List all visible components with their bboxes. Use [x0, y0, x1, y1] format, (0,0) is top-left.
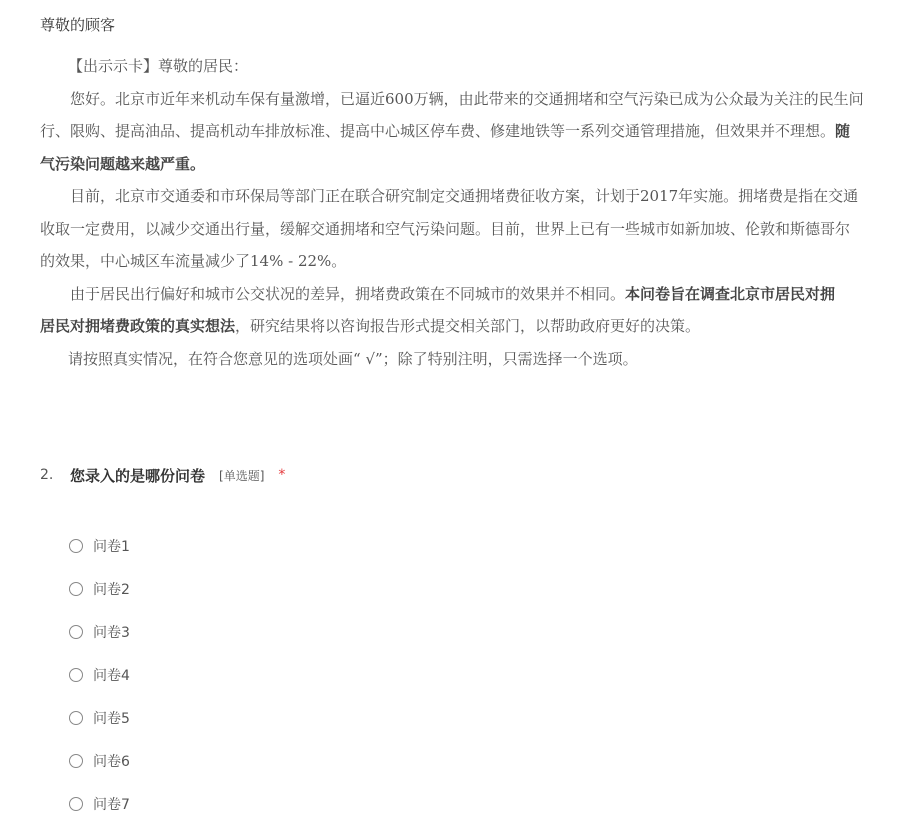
intro-paragraph-2-line-1: 目前，北京市交通委和市环保局等部门正在联合研究制定交通拥堵费征收方案，计划于2017年实施。拥堵费是指在交通 [70, 187, 859, 205]
radio-button[interactable] [69, 625, 83, 639]
intro-salutation: 【出示示卡】尊敬的居民： [68, 57, 249, 75]
intro-bold-text: 居民对拥堵费政策的真实想法 [40, 317, 236, 335]
question-number: 2. [40, 467, 54, 483]
option-questionnaire-3[interactable] [69, 610, 130, 653]
radio-button[interactable] [69, 539, 83, 553]
option-questionnaire-2[interactable] [69, 567, 130, 610]
intro-bold-text: 随 [835, 122, 851, 140]
intro-paragraph-3-line-1 [40, 278, 900, 311]
intro-instruction: 请按照真实情况，在符合您意见的选项处画“ √”；除了特别注明，只需选择一个选项。 [68, 349, 638, 368]
option-label[interactable]: 问卷1 [93, 538, 130, 555]
intro-paragraph-1-line-2 [40, 115, 900, 148]
page-greeting: 尊敬的顾客 [40, 16, 116, 34]
radio-button[interactable] [69, 754, 83, 768]
question-type-label: [单选题] [219, 468, 265, 483]
radio-button[interactable] [69, 797, 83, 811]
required-mark: * [278, 467, 286, 483]
survey-intro [40, 50, 900, 375]
intro-bold-text: 本问卷旨在调查北京市居民对拥 [625, 284, 836, 303]
intro-paragraph-1-line-3 [40, 148, 900, 181]
option-label[interactable]: 问卷5 [93, 710, 130, 727]
question-header [40, 462, 285, 488]
intro-paragraph-1-line-1: 您好。北京市近年来机动车保有量激增，已逼近600万辆，由此带来的交通拥堵和空气污染已成为公众最为关注的民生问 [70, 89, 864, 108]
option-questionnaire-4[interactable] [69, 653, 130, 696]
option-questionnaire-5[interactable] [69, 696, 130, 739]
intro-text: 行、限购、提高油品、提高机动车排放标准、提高中心城区停车费、修建地铁等一系列交通管理措施，但效果并不理想。 [40, 122, 836, 140]
option-questionnaire-7[interactable] [69, 782, 130, 825]
question-title: 您录入的是哪份问卷 [70, 466, 206, 485]
option-questionnaire-6[interactable] [69, 739, 130, 782]
option-label[interactable]: 问卷3 [93, 624, 130, 641]
radio-button[interactable] [69, 711, 83, 725]
intro-paragraph-2-line-3: 的效果，中心城区车流量减少了14% - 22%。 [40, 252, 347, 270]
option-label[interactable]: 问卷4 [93, 667, 130, 684]
option-label[interactable]: 问卷2 [93, 581, 130, 598]
option-questionnaire-1[interactable] [69, 524, 130, 567]
option-label[interactable]: 问卷7 [93, 796, 130, 813]
option-label[interactable]: 问卷6 [93, 753, 130, 770]
intro-bold-text: 气污染问题越来越严重。 [40, 154, 206, 173]
intro-paragraph-3-line-2 [40, 310, 900, 343]
intro-text: 由于居民出行偏好和城市公交状况的差异，拥堵费政策在不同城市的效果并不相同。 [70, 284, 626, 303]
radio-button[interactable] [69, 668, 83, 682]
radio-button[interactable] [69, 582, 83, 596]
intro-paragraph-2-line-2: 收取一定费用，以减少交通出行量，缓解交通拥堵和空气污染问题。目前，世界上已有一些城市如新加坡、伦敦和斯德哥尔 [40, 219, 851, 238]
intro-text: ，研究结果将以咨询报告形式提交相关部门，以帮助政府更好的决策。 [235, 317, 701, 335]
